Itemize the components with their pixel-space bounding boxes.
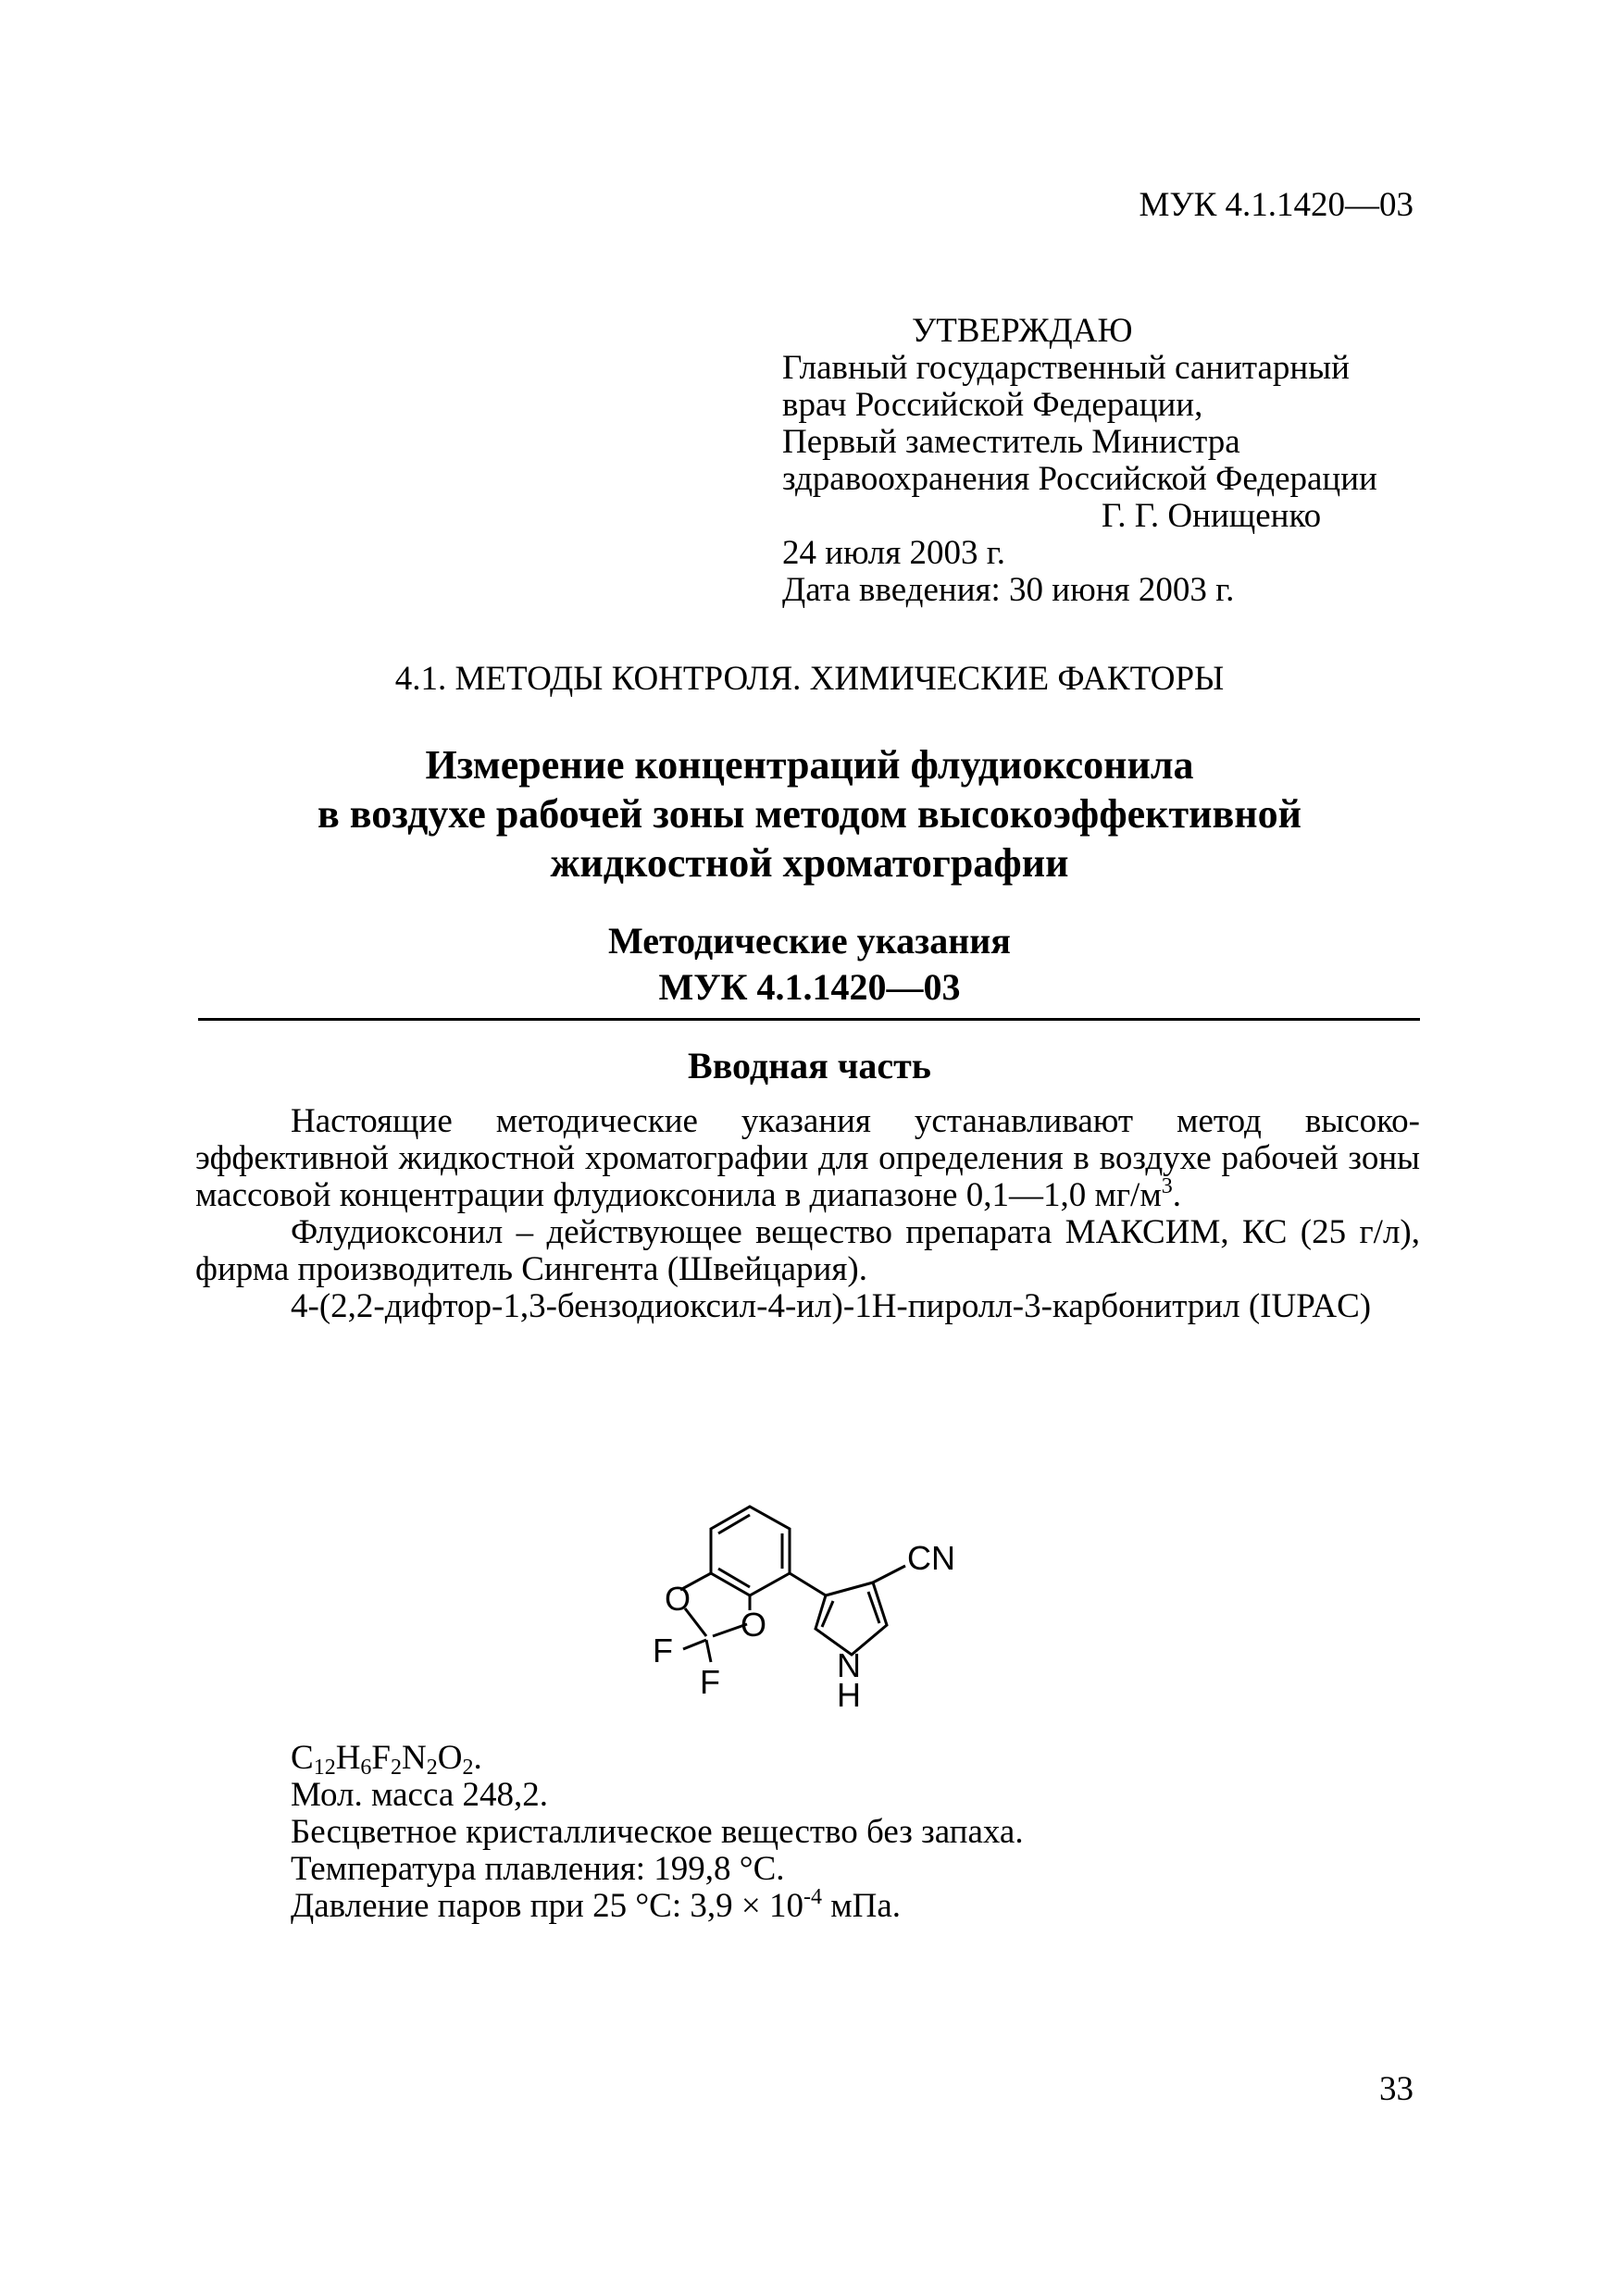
fluorine-label: F [700,1663,720,1701]
intro-paragraph-2: Флудиоксонил – действующее вещество препарата МАКСИМ, КС (25 г/л), фирма производитель Сингента (Швейцария). [195,1213,1420,1288]
formula-count: 2 [426,1756,438,1780]
page-number: 33 [1379,2070,1414,2108]
formula-count: 2 [462,1756,474,1780]
structure-bonds [680,1507,905,1662]
approval-line: Первый заместитель Министра [782,423,1240,461]
formula-element: H [335,1739,361,1777]
approval-block [782,313,1430,609]
fluorine-label: F [653,1632,673,1669]
title-line: жидкостной хроматографии [550,840,1069,886]
intro-heading: Вводная часть [688,1045,931,1086]
title-line: Измерение концентраций флудиоксонила [425,742,1194,788]
p1-end: . [1172,1176,1182,1214]
formula-count: 2 [391,1756,402,1780]
document-subtitle [0,918,1619,1011]
vapor-pressure [291,1885,1024,1925]
oxygen-label: O [741,1606,767,1644]
approval-date: 24 июля 2003 г. [782,534,1006,572]
formula-count: 12 [313,1756,336,1780]
melting-point: Температура плавления: 199,8 °С. [291,1850,785,1888]
formula-element: O [437,1739,463,1777]
document-code-header: МУК 4.1.1420—03 [1139,186,1414,224]
molecular-formula [291,1739,1024,1780]
formula-element: C [291,1739,314,1777]
hydrogen-label: H [837,1676,861,1714]
nitrogen-label: N [837,1646,861,1684]
introduction-date: Дата введения: 30 июня 2003 г. [782,571,1235,609]
p1-text: Настоящие методические указания устанавливают метод высоко-эффективной жидкостной хроматографии для определения в воздухе рабочей зоны массовой концентрации флудиоксонила в диапазоне 0,1—1,0 мг/м [195,1102,1420,1214]
formula-element: N [402,1739,427,1777]
properties-list [291,1740,1024,1925]
document-code: МУК 4.1.1420—03 [658,966,961,1008]
oxygen-label: O [665,1580,691,1618]
section-heading: 4.1. МЕТОДЫ КОНТРОЛЯ. ХИМИЧЕСКИЕ ФАКТОРЫ [394,660,1225,698]
iupac-name: 4-(2,2-дифтор-1,3-бензодиоксил-4-ил)-1Н-пиролл-3-карбонитрил (IUPAC) [291,1287,1372,1325]
formula-end: . [473,1739,482,1777]
document-title [0,740,1619,887]
p1-superscript: 3 [1161,1174,1173,1198]
approval-line: врач Российской Федерации, [782,386,1203,424]
vapor-pressure-exponent: -4 [803,1885,822,1909]
title-line: в воздухе рабочей зоны методом высокоэффективной [318,791,1301,837]
approval-line: Главный государственный санитарный [782,349,1350,387]
divider-rule [198,1018,1420,1021]
formula-element: F [371,1739,391,1777]
intro-body [195,1103,1420,1325]
formula-count: 6 [360,1756,372,1780]
molar-mass: Мол. масса 248,2. [291,1776,549,1814]
cn-label: CN [907,1539,955,1577]
intro-paragraph-1 [195,1103,1420,1214]
approval-heading: УТВЕРЖДАЮ [912,312,1133,350]
document-kind: Методические указания [608,920,1011,962]
approval-line: здравоохранения Российской Федерации [782,460,1377,498]
approval-signer: Г. Г. Онищенко [1102,497,1322,535]
structural-formula [611,1481,1037,1721]
appearance: Бесцветное кристаллическое вещество без запаха. [291,1813,1024,1851]
vapor-pressure-value: Давление паров при 25 °С: 3,9 × 10 [291,1887,803,1925]
vapor-pressure-unit: мПа. [821,1887,902,1925]
